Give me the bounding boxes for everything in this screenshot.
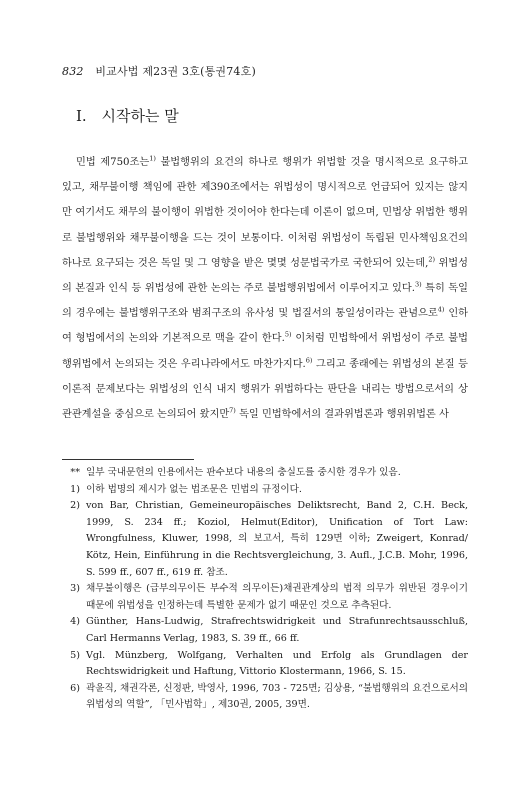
footnote-ref[interactable]: 4) <box>437 305 445 314</box>
running-header <box>62 63 256 79</box>
footnote-item <box>62 681 468 714</box>
footnote-mark: 2) <box>70 500 80 512</box>
footnote-item <box>62 498 468 581</box>
section-number: I. <box>76 107 87 125</box>
footnote-mark: 5) <box>70 649 80 661</box>
footnote-text: Vgl. Münzberg, Wolfgang, Verhalten und Erfolg als Grundlagen der Rechtswidrigkeit und Haftung, Vittorio Klostermann, 1966, S. 15. <box>86 649 468 678</box>
footnote-divider <box>62 459 194 460</box>
page-number: 832 <box>62 65 84 78</box>
footnote-text: Günther, Hans-Ludwig, Strafrechtswidrigkeit und Strafunrechtsausschluß, Carl Hermanns Verlag, 1983, S. 39 ff., 66 ff. <box>86 616 468 644</box>
body-text-segment: 불법행위의 요건의 하나로 행위가 위법할 것을 명시적으로 요구하고 있고, 채무불이행 책임에 관한 제390조에서는 위법성이 명시적으로 언급되어 있지는 않지만 여기서도 채무의 불이행이 위법한 것이어야 한다는데 이론이 없으며, 민법상 위법한 행위로 불법행위와 채무불이행을 드는 것이 보통이다. 이처럼 위법성이 독립된 민사책임요건의 하나로 요구되는 것은 독일 및 그 영향을 받은 몇몇 성문법국가로 국한되어 있는데, <box>62 157 468 269</box>
footnote-mark: 3) <box>70 583 80 595</box>
body-text <box>62 150 468 427</box>
footnote-text: 채무불이행은 (급부의무이든 부수적 의무이든)채권관계상의 법적 의무가 위반된 경우이기 때문에 위법성을 인정하는데 특별한 문제가 없기 때문인 것으로 추측된다. <box>86 583 468 611</box>
body-text-segment: 그리고 종래에는 위법성의 본질 등 이론적 문제보다는 위법성의 인식 내지 행위가 위법하다는 판단을 내리는 방법으로서의 상관관계설을 중심으로 논의되어 왔지만 <box>62 358 468 421</box>
footnote-item <box>62 482 468 499</box>
footnote-item <box>62 648 468 681</box>
section-title: 시작하는 말 <box>101 107 179 125</box>
footnote-ref[interactable]: 7) <box>229 406 236 415</box>
footnote-mark: 1) <box>70 483 80 495</box>
footnote-ref[interactable]: 3) <box>414 280 422 289</box>
footnote-item <box>62 465 468 482</box>
footnote-ref[interactable]: 1) <box>149 154 156 163</box>
footnote-text: 곽윤직, 채권각론, 신정판, 박영사, 1996, 703 - 725면; 김상용, “불법행위의 요건으로서의 위법성의 역할”, 「민사법학」, 제30권, 2005, 39면. <box>86 682 468 711</box>
footnote-mark: 4) <box>70 616 80 628</box>
body-text-segment: 이처럼 민법학에서 위법성이 주로 불법행위법에서 논의되는 것은 우리나라에서도 마찬가지다. <box>62 333 468 370</box>
footnote-ref[interactable]: 5) <box>284 331 292 340</box>
footnote-mark: 6) <box>70 682 80 694</box>
footnote-text: 이하 법명의 제시가 없는 법조문은 민법의 규정이다. <box>86 483 302 495</box>
body-text-segment: 인하여 형법에서의 논의와 기본적으로 맥을 같이 한다. <box>62 308 469 345</box>
body-text-segment: 위법성의 본질과 인식 등 위법성에 관한 논의는 주로 불법행위법에서 이루어지고 있다. <box>62 257 468 295</box>
footnote-mark: ** <box>70 467 80 478</box>
journal-title: 비교사법 제23권 3호(통권74호) <box>95 65 256 78</box>
footnote-ref[interactable]: 2) <box>428 255 435 264</box>
body-paragraph <box>62 150 468 427</box>
footnote-text: 일부 국내문헌의 인용에서는 판수보다 내용의 충실도를 중시한 경우가 있음. <box>86 467 401 478</box>
footnotes <box>62 465 468 714</box>
body-text-segment: 민법 제750조는 <box>76 157 150 168</box>
body-text-segment: 특히 독일의 경우에는 불법행위구조와 범죄구조의 유사성 및 법질서의 통일성이라는 관념으로 <box>62 283 468 320</box>
section-heading <box>76 105 179 126</box>
footnote-text: von Bar, Christian, Gemeineuropäisches Deliktsrecht, Band 2, C.H. Beck, 1999, S. 234 ff.; Koziol, Helmut(Editor), Unification of Tort Law: Wrongfulness, Kluwer, 1998, 의 보고서, 특히 129면 이하; Zweigert, Konrad/ Kötz, Hein, Einführung in die Rechtsvergleichung, 3. Aufl., J.C.B. Mohr, 1996, S. 599 ff., 607 ff., 619 ff. 참조. <box>86 500 468 578</box>
footnote-item <box>62 581 468 614</box>
body-text-segment: 독일 민법학에서의 결과위법론과 행위위법론 사 <box>235 409 449 421</box>
footnote-item <box>62 614 468 647</box>
footnote-ref[interactable]: 6) <box>305 356 313 365</box>
